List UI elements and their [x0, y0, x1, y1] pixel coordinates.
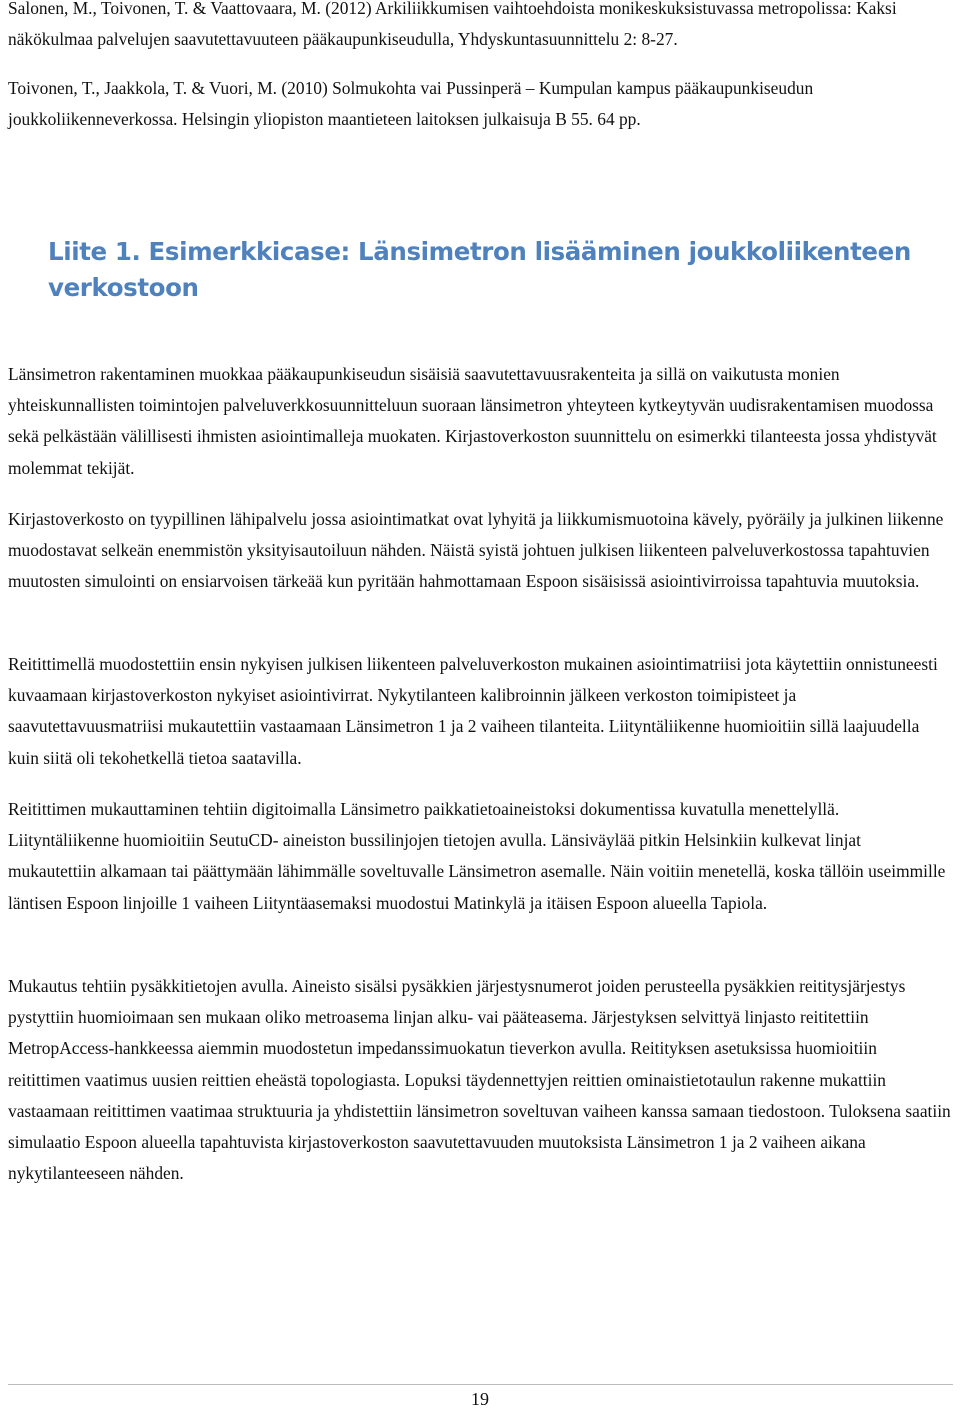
- footer-divider: [8, 1384, 953, 1385]
- paragraph-stop-data: Mukautus tehtiin pysäkkitietojen avulla. Aineisto sisälsi pysäkkien järjestysnumerot joiden perusteella pysäkkien reititysjärjestys pystyttiin huomioimaan sen mukaan oliko metroasema linjan alku- vai pääteasema. Järjestyksen selvittyä linjasto reititettiin MetropAccess-hankkeessa aiemmin muodostetun impedanssimuokatun tieverkon avulla. Reitityksen asetuksissa huomioitiin reitittimen vaatimus uusien reittien eheästä topologiasta. Lopuksi täydennettyjen reittien ominaistietotaulun rakenne mukattiin vastaamaan reitittimen vaatimaa struktuuria ja yhdistettiin länsimetron soveltuvan vaiheen kanssa samaan tiedostoon. Tuloksena saatiin simulaatio Espoon alueella tapahtuvista kirjastoverkoston saavutettavuuden muutoksista Länsimetron 1 ja 2 vaiheen aikana nykytilanteeseen nähden.: [8, 976, 951, 1184]
- paragraph-router-matrix: Reitittimellä muodostettiin ensin nykyisen julkisen liikenteen palveluverkoston mukainen asiointimatriisi jota käytettiin onnistuneesti kuvaamaan kirjastoverkoston nykyiset asiointivirrat. Nykytilanteen kalibroinnin jälkeen verkoston toimipisteet ja saavutettavuusmatriisi mukautettiin vastaamaan Länsimetron 1 ja 2 vaiheen tilanteita. Liityntäliikenne huomioitiin sillä laajuudella kuin siitä oli tekohetkellä tietoa saatavilla.: [8, 654, 938, 768]
- paragraph-library-network: Kirjastoverkosto on tyypillinen lähipalvelu jossa asiointimatkat ovat lyhyitä ja liikkumismuotoina kävely, pyöräily ja julkinen liikenne muodostavat selkeän enemmistön yksityisautoiluun nähden. Näistä syistä johtuen julkisen liikenteen palveluverkostossa tapahtuvien muutosten simulointi on ensiarvoisen tärkeää kun pyritään hahmottamaan Espoon sisäisissä asiointivirroissa tapahtuvia muutoksia.: [8, 509, 944, 592]
- paragraph-intro: Länsimetron rakentaminen muokkaa pääkaupunkiseudun sisäisiä saavutettavuusrakenteita ja sillä on vaikutusta monien yhteiskunnallisten toimintojen palveluverkkosuunnitteluun suoraan länsimetron yhteyteen kytkeytyvän uudisrakentamisen muodossa sekä pelkästään välillisesti ihmisten asiointimalleja muokaten. Kirjastoverkoston suunnittelu on esimerkki tilanteesta jossa yhdistyvät molemmat tekijät.: [8, 364, 937, 478]
- page-number: 19: [471, 1389, 489, 1409]
- reference-toivonen: Toivonen, T., Jaakkola, T. & Vuori, M. (2010) Solmukohta vai Pussinperä – Kumpulan kampus pääkaupunkiseudun joukkoliikenneverkossa. Helsingin yliopiston maantieteen laitoksen julkaisuja B 55. 64 pp.: [8, 78, 814, 129]
- appendix-heading: Liite 1. Esimerkkicase: Länsimetron lisääminen joukkoliikenteen verkostoon: [48, 237, 911, 302]
- paragraph-router-adaptation: Reitittimen mukauttaminen tehtiin digitoimalla Länsimetro paikkatietoaineistoksi dokumentissa kuvatulla menettelyllä. Liityntäliikenne huomioitiin SeutuCD- aineiston bussilinjojen tietojen avulla. Länsiväylää pitkin Helsinkiin kulkevat linjat mukautettiin alkamaan tai päättymään lähimmälle soveltuvalle Länsimetron asemalle. Näin voitiin menetellä, koska tällöin useimmille läntisen Espoon linjoille 1 vaiheen Liityntäasemaksi muodostui Matinkylä ja itäisen Espoon alueella Tapiola.: [8, 799, 946, 913]
- reference-salonen: Salonen, M., Toivonen, T. & Vaattovaara, M. (2012) Arkiliikkumisen vaihtoehdoista monikeskuksistuvassa metropolissa: Kaksi näkökulmaa palvelujen saavutettavuuteen pääkaupunkiseudulla, Yhdyskuntasuunnittelu 2: 8-27.: [8, 0, 897, 49]
